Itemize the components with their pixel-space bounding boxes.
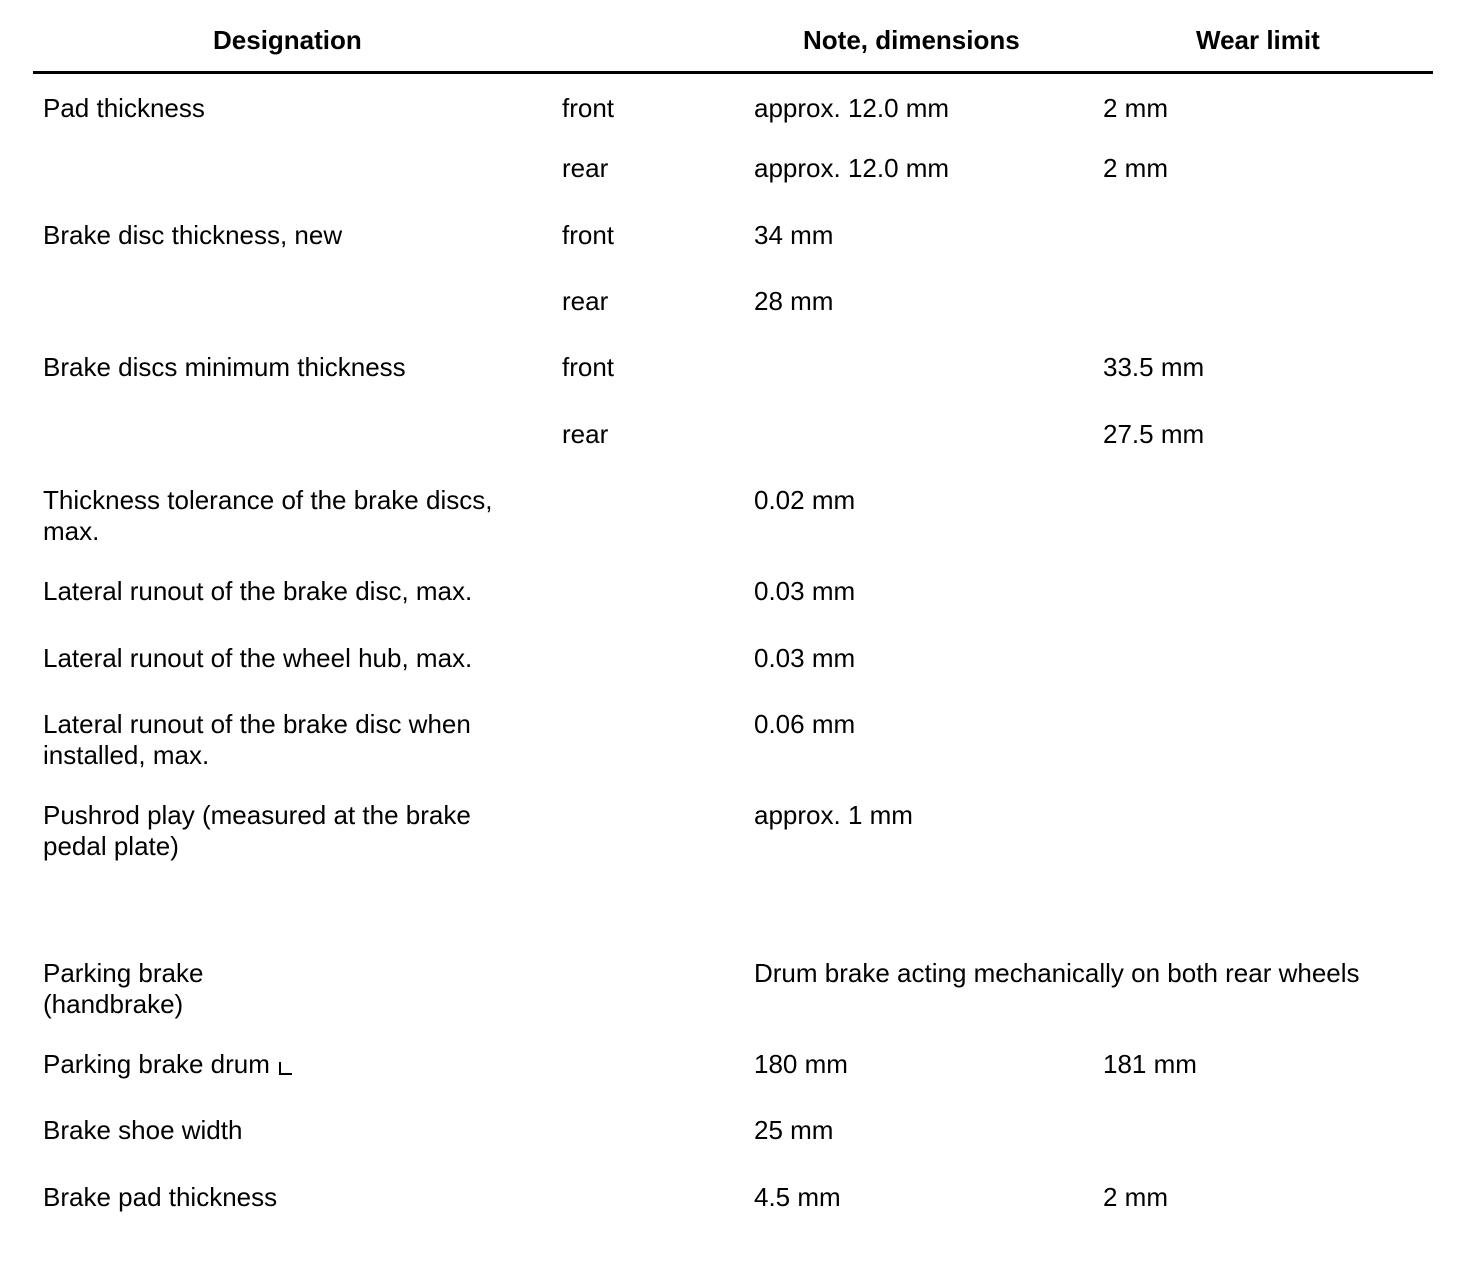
tolerance-label-line1: Thickness tolerance of the brake discs, (43, 485, 493, 515)
shoe-note: 25 mm (754, 1115, 834, 1145)
runout-disc-label: Lateral runout of the brake disc, max. (43, 576, 473, 606)
disc-min-front-wear: 33.5 mm (1103, 352, 1205, 382)
disc-new-label: Brake disc thickness, new (43, 220, 343, 250)
disc-min-rear-wear: 27.5 mm (1103, 419, 1205, 449)
pad-rear-wear: 2 mm (1103, 153, 1168, 183)
pad-rear-note: approx. 12.0 mm (754, 153, 950, 183)
drum-label-cell (43, 1049, 292, 1080)
disc-new-rear-position: rear (562, 286, 609, 316)
tolerance-label-line2: max. (43, 516, 100, 546)
runout-installed-note: 0.06 mm (754, 709, 856, 739)
runout-hub-label: Lateral runout of the wheel hub, max. (43, 643, 473, 673)
disc-min-label: Brake discs minimum thickness (43, 352, 406, 382)
runout-installed-label-line2: installed, max. (43, 740, 210, 770)
pad-front-wear: 2 mm (1103, 93, 1168, 123)
disc-new-front-position: front (562, 220, 615, 250)
pushrod-label-line1: Pushrod play (measured at the brake (43, 800, 471, 830)
pad-front-position: front (562, 93, 615, 123)
drum-label: Parking brake drum (43, 1049, 270, 1079)
parking-note: Drum brake acting mechanically on both rear wheels (754, 958, 1360, 988)
runout-disc-note: 0.03 mm (754, 576, 856, 606)
tolerance-note: 0.02 mm (754, 485, 856, 515)
brake-pad-label: Brake pad thickness (43, 1182, 278, 1212)
disc-min-front-position: front (562, 352, 615, 382)
parking-label-line2: (handbrake) (43, 989, 184, 1019)
parking-label-line1: Parking brake (43, 958, 204, 988)
pushrod-label-line2: pedal plate) (43, 831, 179, 861)
column-header-note: Note, dimensions (803, 25, 1020, 55)
drum-wear: 181 mm (1103, 1049, 1197, 1079)
runout-installed-label-line1: Lateral runout of the brake disc when (43, 709, 471, 739)
header-rule (33, 71, 1433, 74)
diameter-symbol-icon (279, 1062, 292, 1075)
brake-pad-note: 4.5 mm (754, 1182, 841, 1212)
pad-front-note: approx. 12.0 mm (754, 93, 950, 123)
pad-rear-position: rear (562, 153, 609, 183)
disc-min-rear-position: rear (562, 419, 609, 449)
disc-new-front-note: 34 mm (754, 220, 834, 250)
brake-pad-wear: 2 mm (1103, 1182, 1168, 1212)
shoe-label: Brake shoe width (43, 1115, 243, 1145)
pad-thickness-label: Pad thickness (43, 93, 205, 123)
pushrod-note: approx. 1 mm (754, 800, 913, 830)
column-header-designation: Designation (213, 25, 362, 55)
drum-note: 180 mm (754, 1049, 848, 1079)
column-header-wear-limit: Wear limit (1196, 25, 1320, 55)
disc-new-rear-note: 28 mm (754, 286, 834, 316)
runout-hub-note: 0.03 mm (754, 643, 856, 673)
